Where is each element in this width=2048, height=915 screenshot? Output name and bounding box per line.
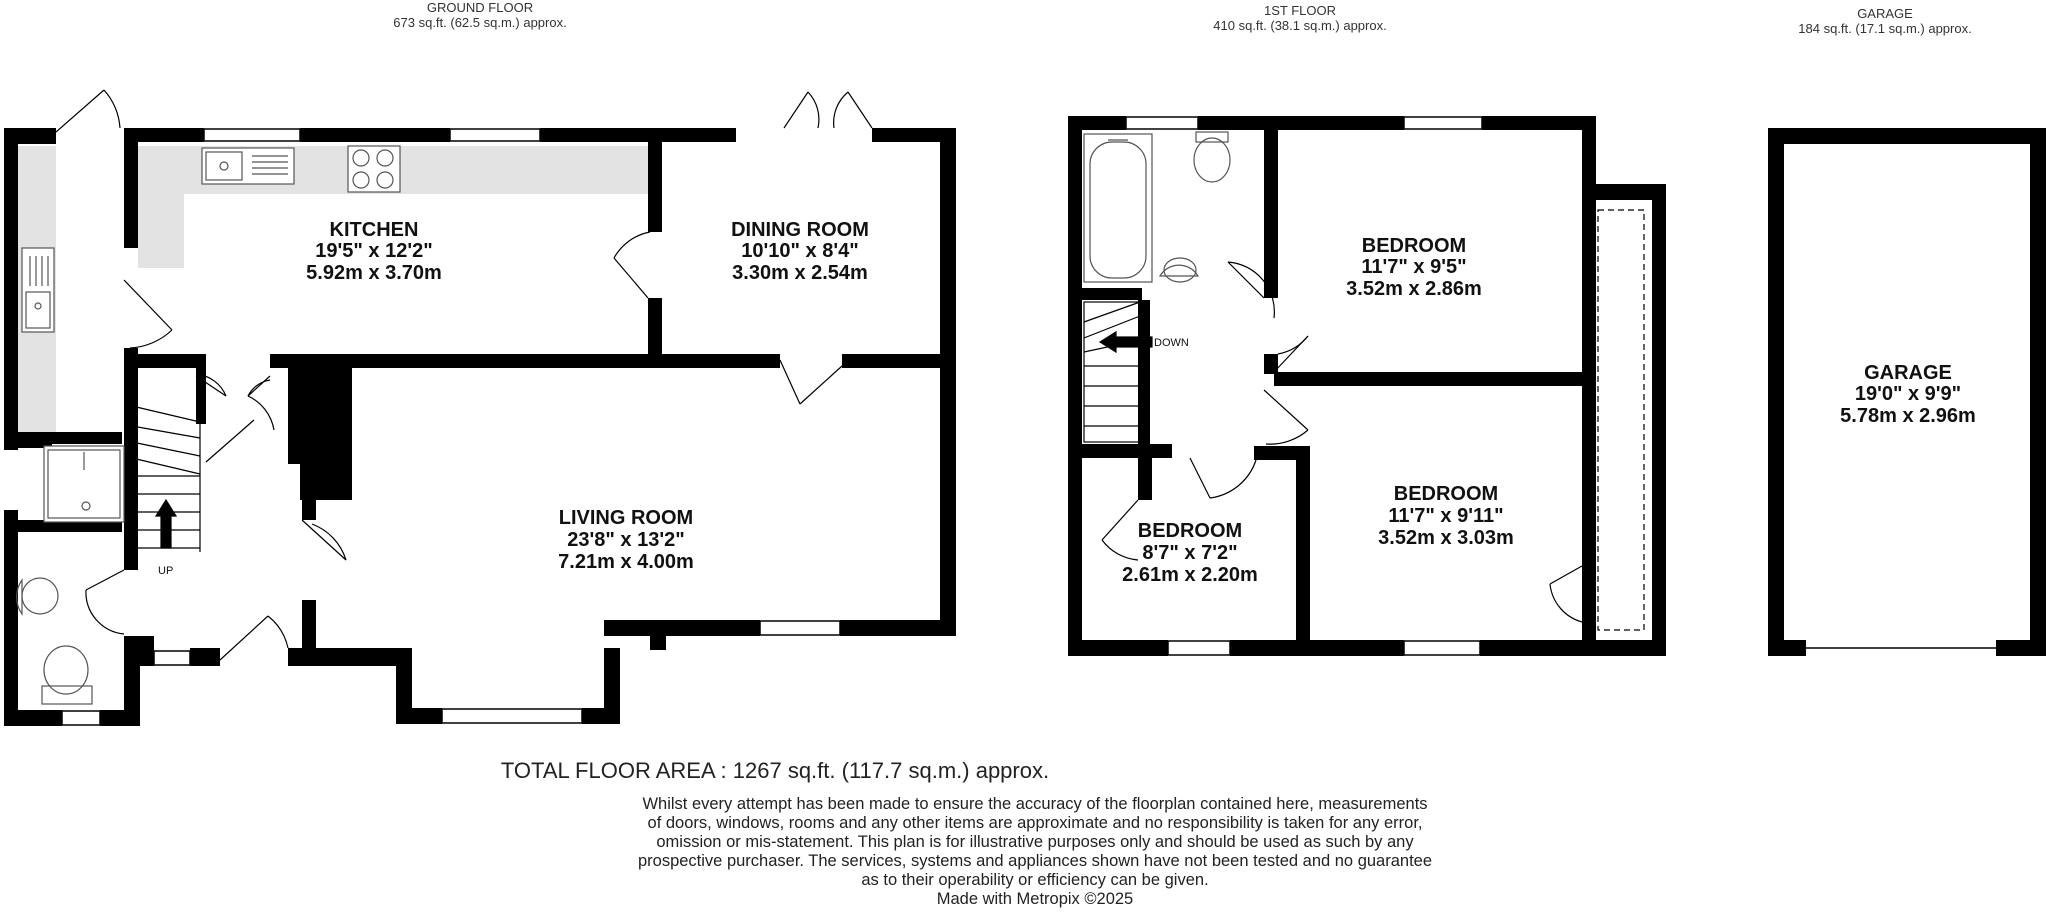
garage-name: GARAGE bbox=[1864, 362, 1952, 384]
disclaimer-line: prospective purchaser. The services, systems and appliances shown have not been tested and no guarantee bbox=[637, 852, 1433, 870]
kitchen-name: KITCHEN bbox=[329, 219, 419, 241]
bedroom3-name: BEDROOM bbox=[1137, 520, 1243, 542]
bedroom1-dims-metric: 3.52m x 2.86m bbox=[1346, 278, 1482, 300]
disclaimer-line: omission or mis-statement. This plan is for illustrative purposes only and should be used as such by any bbox=[656, 833, 1414, 851]
bedroom1-dims-imperial: 11'7" x 9'5" bbox=[1361, 256, 1467, 278]
garage-dims-metric: 5.78m x 2.96m bbox=[1840, 405, 1976, 427]
bedroom3-dims-metric: 2.61m x 2.20m bbox=[1122, 564, 1258, 586]
first-floor-area: 410 sq.ft. (38.1 sq.m.) approx. bbox=[1213, 18, 1387, 33]
kitchen-dims-imperial: 19'5" x 12'2" bbox=[315, 240, 433, 262]
stairs-down-label: DOWN bbox=[1154, 337, 1189, 349]
stairs-up-label: UP bbox=[158, 565, 174, 577]
disclaimer-line: of doors, windows, rooms and any other items are approximate and no responsibility is taken for any error, bbox=[647, 814, 1423, 832]
garage-dims-imperial: 19'0" x 9'9" bbox=[1854, 383, 1962, 405]
disclaimer bbox=[590, 795, 1480, 909]
kitchen-dims-metric: 5.92m x 3.70m bbox=[306, 262, 442, 284]
dining-dims-metric: 3.30m x 2.54m bbox=[732, 262, 868, 284]
living-name: LIVING ROOM bbox=[558, 507, 694, 529]
first-fixtures bbox=[1084, 132, 1230, 282]
ground-floor-plan bbox=[4, 90, 956, 726]
bedroom2-name: BEDROOM bbox=[1393, 483, 1499, 505]
ground-floor-title: GROUND FLOOR bbox=[426, 0, 534, 15]
built-in-cupboard bbox=[1598, 210, 1644, 630]
bedroom1-name: BEDROOM bbox=[1361, 235, 1467, 257]
garage-title: GARAGE bbox=[1857, 6, 1913, 21]
garage-area: 184 sq.ft. (17.1 sq.m.) approx. bbox=[1798, 21, 1972, 36]
dining-name: DINING ROOM bbox=[731, 219, 869, 241]
ground-floor-area: 673 sq.ft. (62.5 sq.m.) approx. bbox=[393, 15, 567, 30]
credit: Made with Metropix ©2025 bbox=[936, 890, 1134, 908]
ground-stairs bbox=[132, 406, 200, 552]
total-floor-area: TOTAL FLOOR AREA : 1267 sq.ft. (117.7 sq.m.) approx. bbox=[500, 758, 1050, 783]
bedroom2-dims-metric: 3.52m x 3.03m bbox=[1378, 527, 1514, 549]
bedroom2-dims-imperial: 11'7" x 9'11" bbox=[1388, 505, 1504, 527]
dining-dims-imperial: 10'10" x 8'4" bbox=[741, 240, 859, 262]
disclaimer-line: Whilst every attempt has been made to ensure the accuracy of the floorplan contained here, measurements bbox=[642, 795, 1428, 813]
first-floor-title: 1ST FLOOR bbox=[1263, 3, 1336, 18]
disclaimer-line: as to their operability or efficiency can be given. bbox=[861, 871, 1209, 889]
bedroom3-dims-imperial: 8'7" x 7'2" bbox=[1142, 542, 1238, 564]
living-dims-imperial: 23'8" x 13'2" bbox=[567, 529, 685, 551]
living-dims-metric: 7.21m x 4.00m bbox=[558, 551, 694, 573]
